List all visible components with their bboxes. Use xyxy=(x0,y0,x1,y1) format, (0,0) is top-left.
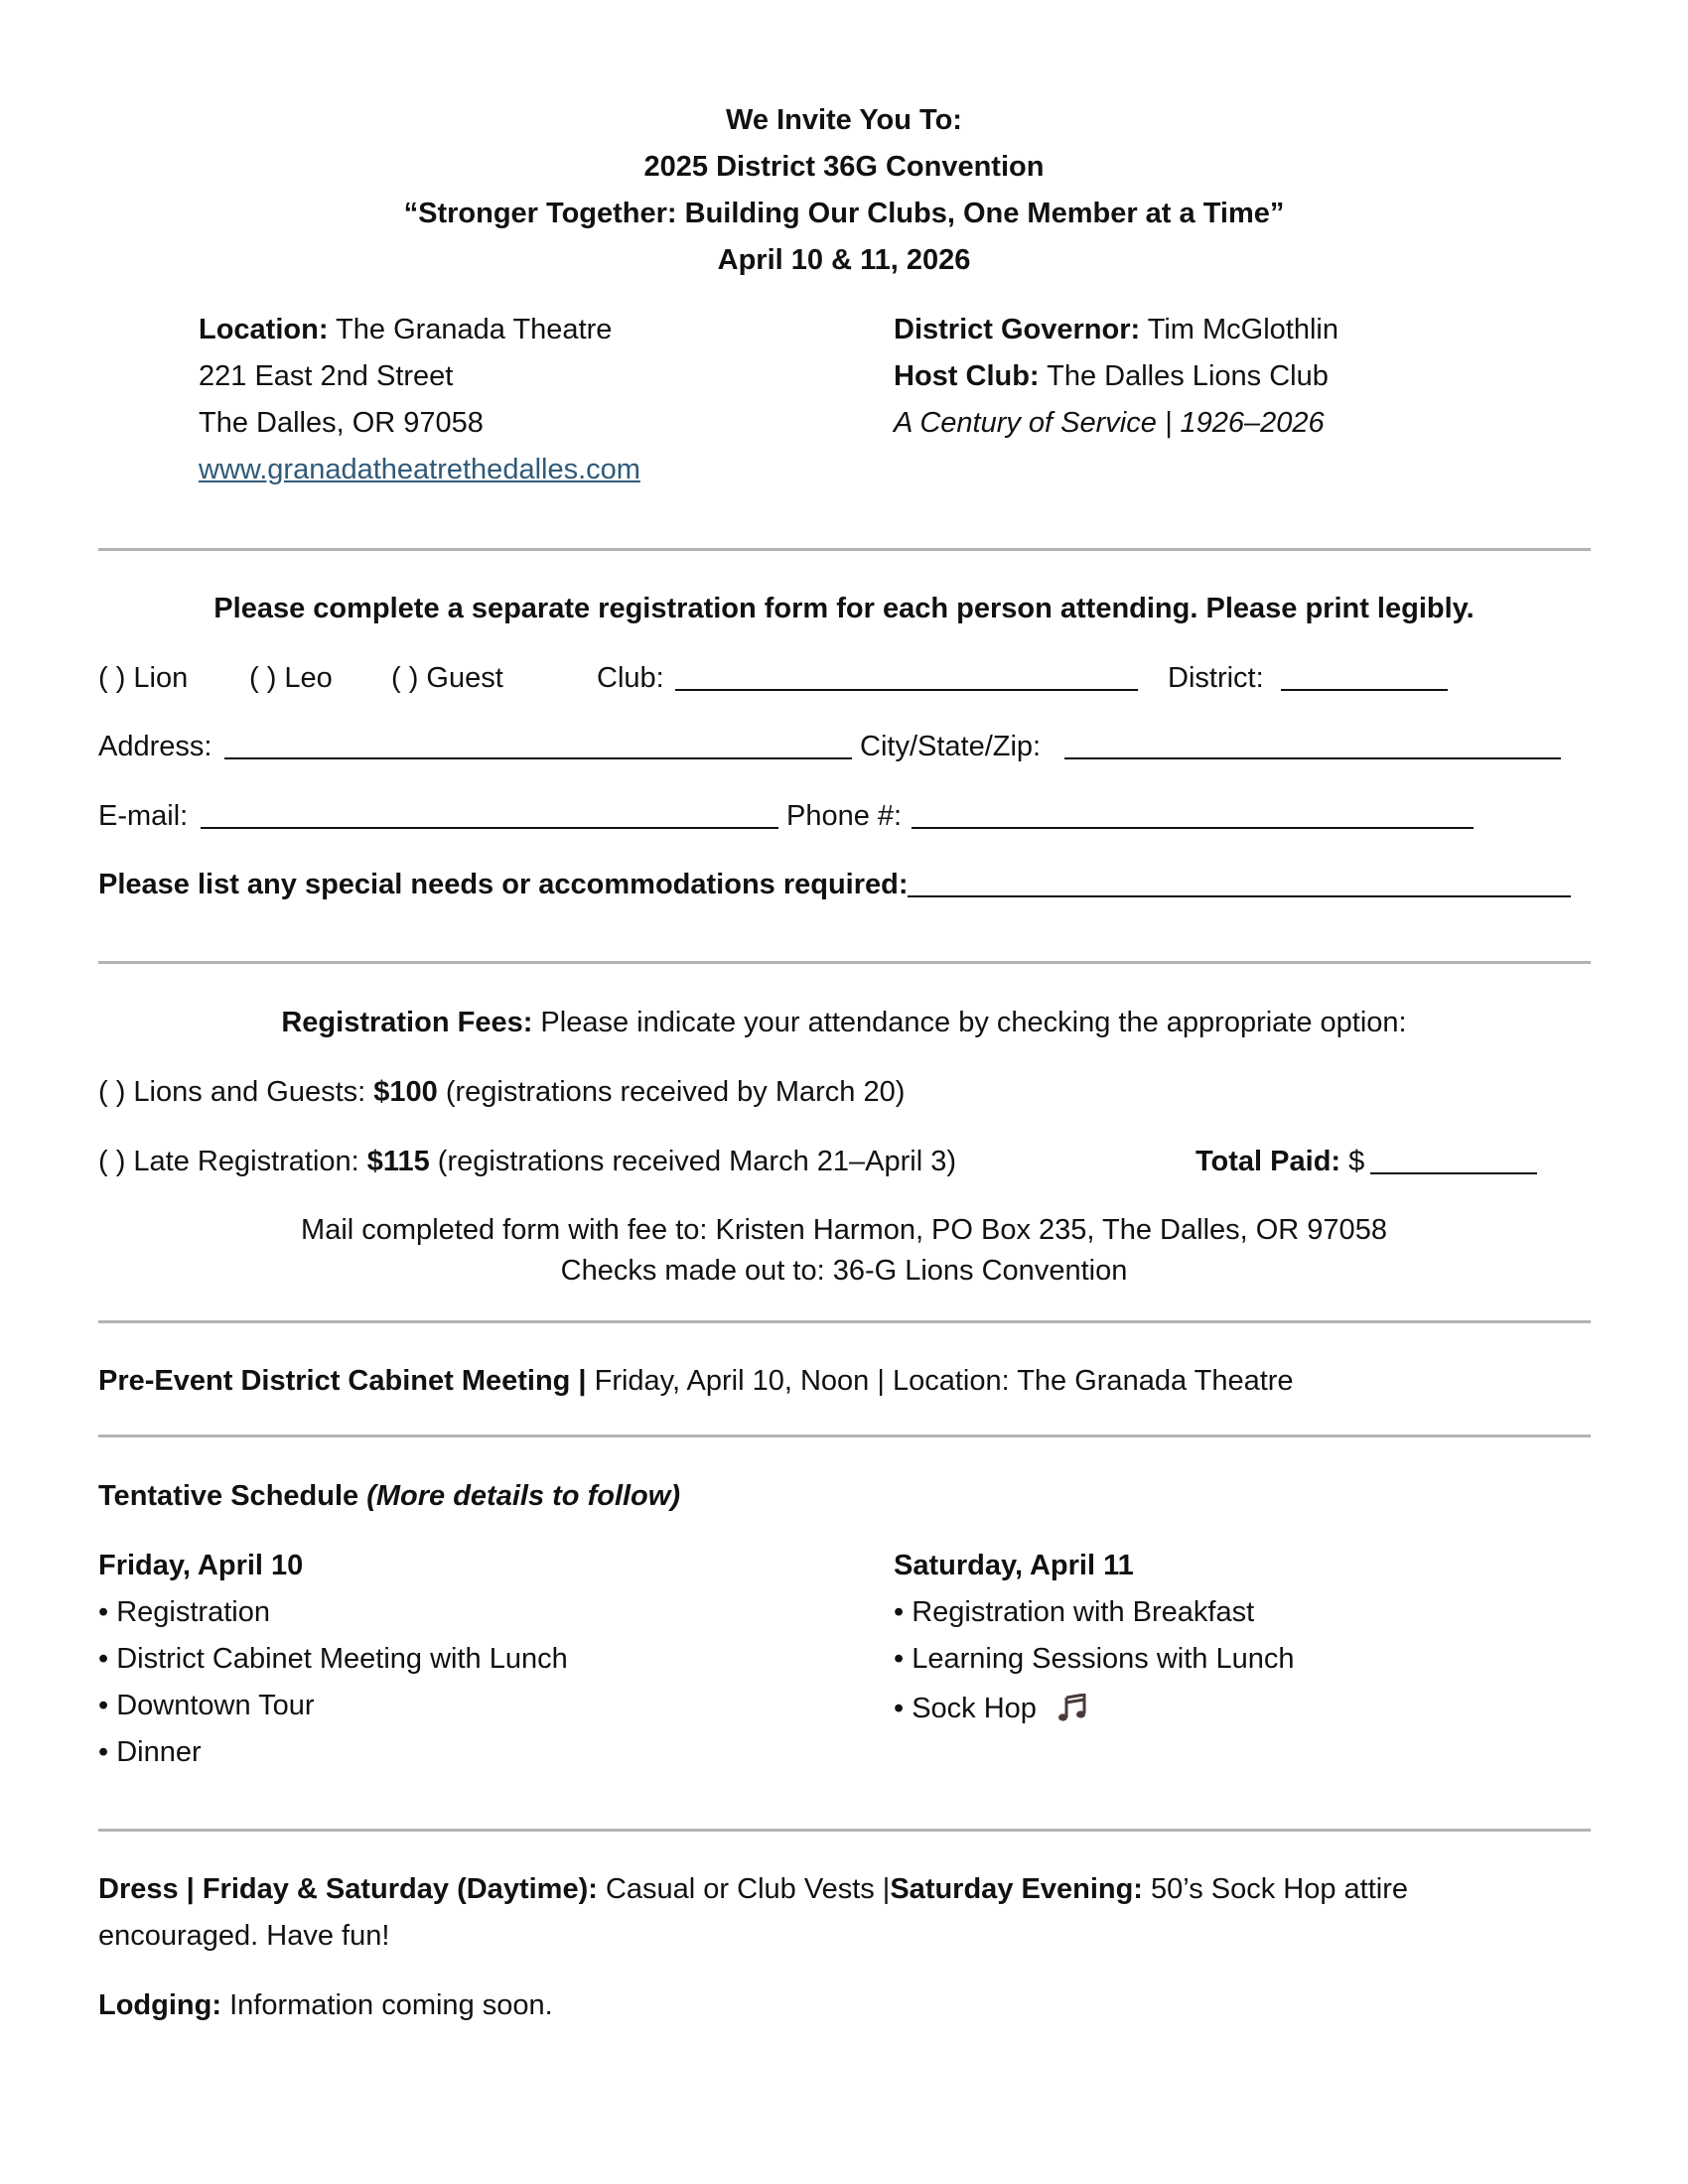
phone-field[interactable] xyxy=(912,801,1474,829)
district-field[interactable] xyxy=(1281,663,1448,691)
saturday-item: • Sock Hop xyxy=(894,1692,1090,1726)
special-needs-label: Please list any special needs or accommodations required: xyxy=(98,869,909,900)
friday-item: • Registration xyxy=(98,1596,270,1628)
special-needs-field[interactable] xyxy=(908,870,1571,897)
saturday-heading: Saturday, April 11 xyxy=(894,1550,1134,1581)
header-convention-title: 2025 District 36G Convention xyxy=(643,151,1045,183)
saturday-item: • Learning Sessions with Lunch xyxy=(894,1643,1295,1675)
friday-item: • District Cabinet Meeting with Lunch xyxy=(98,1643,568,1675)
option-guest[interactable]: ( ) Guest xyxy=(391,662,503,694)
club-field-label: Club: xyxy=(597,662,664,694)
website-link[interactable]: www.granadatheatrethedalles.com xyxy=(199,454,640,485)
address-field-label: Address: xyxy=(98,731,212,762)
divider xyxy=(98,548,1591,551)
schedule-title: Tentative Schedule (More details to follow) xyxy=(98,1480,680,1512)
mail-instructions: Mail completed form with fee to: Kristen Harmon, PO Box 235, The Dalles, OR 97058 xyxy=(301,1214,1387,1246)
header-dates: April 10 & 11, 2026 xyxy=(717,244,971,276)
host-tagline: A Century of Service | 1926–2026 xyxy=(894,407,1325,439)
host-club: Host Club: The Dalles Lions Club xyxy=(894,360,1329,392)
divider xyxy=(98,961,1591,964)
form-instruction: Please complete a separate registration form for each person attending. Please print legibly. xyxy=(213,593,1475,624)
dress-code: Dress | Friday & Saturday (Daytime): Casual or Club Vests |Saturday Evening: 50’s Sock Hop attire xyxy=(98,1873,1409,1905)
phone-field-label: Phone #: xyxy=(786,800,903,832)
music-notes-icon xyxy=(1056,1694,1090,1723)
total-paid-field[interactable] xyxy=(1370,1147,1537,1174)
total-paid-label: Total Paid: $ xyxy=(1196,1146,1365,1177)
lodging-info: Lodging: Information coming soon. xyxy=(98,1989,553,2021)
pre-event-meeting: Pre-Event District Cabinet Meeting | Friday, April 10, Noon | Location: The Granada Theatre xyxy=(98,1365,1294,1397)
divider xyxy=(98,1434,1591,1437)
saturday-item: • Registration with Breakfast xyxy=(894,1596,1255,1628)
district-governor: District Governor: Tim McGlothlin xyxy=(894,314,1338,345)
email-field-label: E-mail: xyxy=(98,800,189,832)
fees-intro: Registration Fees: Please indicate your attendance by checking the appropriate option: xyxy=(281,1007,1407,1038)
location-venue: Location: The Granada Theatre xyxy=(199,314,613,345)
friday-heading: Friday, April 10 xyxy=(98,1550,304,1581)
divider xyxy=(98,1829,1591,1832)
email-field[interactable] xyxy=(201,801,778,829)
club-field[interactable] xyxy=(675,663,1138,691)
option-leo[interactable]: ( ) Leo xyxy=(249,662,333,694)
friday-item: • Dinner xyxy=(98,1736,202,1768)
address-field[interactable] xyxy=(224,732,852,759)
district-field-label: District: xyxy=(1168,662,1264,694)
header-invite: We Invite You To: xyxy=(726,104,962,136)
friday-item: • Downtown Tour xyxy=(98,1690,315,1721)
location-street: 221 East 2nd Street xyxy=(199,360,454,392)
fee-option-late[interactable]: ( ) Late Registration: $115 (registrations received March 21–April 3) xyxy=(98,1146,956,1177)
header-theme: “Stronger Together: Building Our Clubs, One Member at a Time” xyxy=(403,198,1285,229)
fee-option-regular[interactable]: ( ) Lions and Guests: $100 (registrations received by March 20) xyxy=(98,1076,906,1108)
divider xyxy=(98,1320,1591,1323)
city-field-label: City/State/Zip: xyxy=(860,731,1042,762)
location-city: The Dalles, OR 97058 xyxy=(199,407,484,439)
dress-code-continued: encouraged. Have fun! xyxy=(98,1920,390,1952)
city-field[interactable] xyxy=(1064,732,1561,759)
option-lion[interactable]: ( ) Lion xyxy=(98,662,189,694)
checks-payable: Checks made out to: 36-G Lions Convention xyxy=(560,1255,1128,1287)
